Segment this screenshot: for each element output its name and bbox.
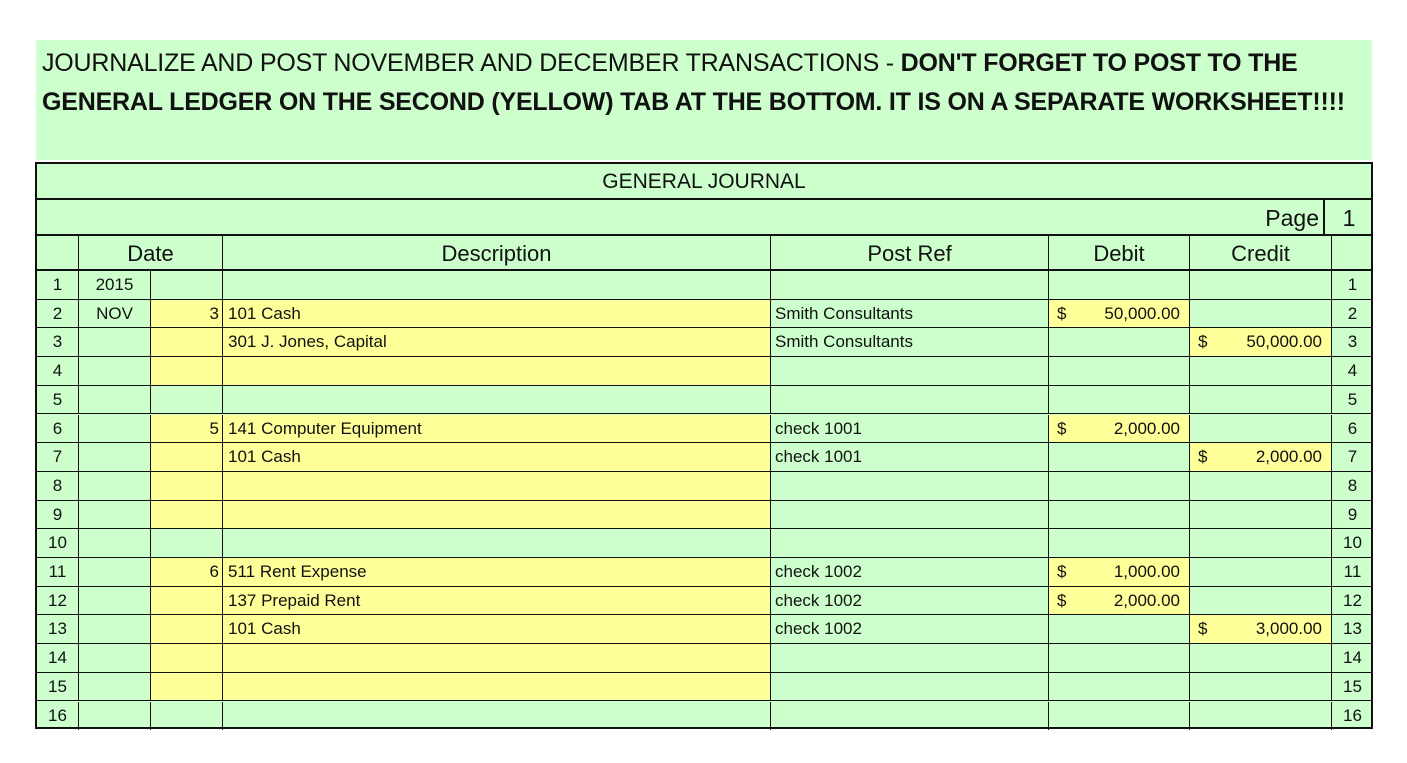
description-cell[interactable] [223, 644, 771, 673]
debit-cell[interactable] [1049, 644, 1190, 673]
journal-row [37, 558, 1371, 587]
date-day-cell[interactable]: 5 [151, 415, 223, 444]
row-number[interactable]: 13 [37, 615, 79, 644]
row-number-right[interactable]: 4 [1332, 357, 1373, 386]
debit-cell[interactable] [1049, 300, 1190, 329]
debit-cell[interactable] [1049, 702, 1190, 731]
row-number[interactable]: 3 [37, 328, 79, 357]
row-number-right[interactable]: 2 [1332, 300, 1373, 329]
amount: 50,000.00 [1246, 332, 1322, 352]
amount: 2,000.00 [1255, 447, 1322, 467]
post-ref-cell[interactable] [771, 644, 1049, 673]
credit-cell[interactable] [1190, 357, 1332, 386]
post-ref-cell[interactable] [771, 702, 1049, 731]
row-number[interactable]: 9 [37, 501, 79, 530]
date-month-cell[interactable] [79, 328, 151, 357]
row-number[interactable]: 1 [37, 271, 79, 300]
currency-symbol: $ [1057, 418, 1067, 438]
header-date: Date [79, 236, 223, 269]
description-cell[interactable] [223, 673, 771, 702]
debit-cell[interactable] [1049, 673, 1190, 702]
header-row-number-right [1332, 236, 1373, 269]
date-day-cell[interactable] [151, 615, 223, 644]
date-month-cell[interactable] [79, 702, 151, 731]
currency-symbol: $ [1198, 447, 1208, 467]
date-day-cell[interactable]: 3 [151, 300, 223, 329]
credit-cell[interactable] [1190, 587, 1332, 616]
journal-row [37, 415, 1371, 444]
description-cell[interactable] [223, 357, 771, 386]
credit-cell[interactable] [1190, 702, 1332, 731]
debit-cell[interactable] [1049, 271, 1190, 300]
row-number-right[interactable]: 7 [1332, 443, 1373, 472]
row-number[interactable]: 12 [37, 587, 79, 616]
debit-cell[interactable] [1049, 615, 1190, 644]
post-ref-cell[interactable]: check 1002 [771, 587, 1049, 616]
journal-row [37, 328, 1371, 357]
credit-cell[interactable] [1190, 558, 1332, 587]
journal-row [37, 357, 1371, 386]
description-cell[interactable]: 101 Cash [223, 443, 771, 472]
header-credit: Credit [1190, 236, 1332, 269]
post-ref-cell[interactable]: check 1001 [771, 443, 1049, 472]
date-month-cell[interactable]: 2015 [79, 271, 151, 300]
date-month-cell[interactable] [79, 644, 151, 673]
date-day-cell[interactable] [151, 357, 223, 386]
date-month-cell[interactable] [79, 386, 151, 415]
post-ref-cell[interactable] [771, 386, 1049, 415]
journal-row [37, 529, 1371, 558]
journal-row [37, 587, 1371, 616]
date-day-cell[interactable] [151, 501, 223, 530]
page-number[interactable]: 1 [1342, 205, 1356, 231]
date-day-cell[interactable]: 6 [151, 558, 223, 587]
debit-cell[interactable] [1049, 472, 1190, 501]
header-row-number [37, 236, 79, 269]
row-number[interactable]: 4 [37, 357, 79, 386]
row-number-right[interactable]: 8 [1332, 472, 1373, 501]
row-number-right[interactable]: 1 [1332, 271, 1373, 300]
debit-cell[interactable] [1049, 529, 1190, 558]
post-ref-cell[interactable] [771, 357, 1049, 386]
currency-symbol: $ [1057, 590, 1067, 610]
row-number-right[interactable]: 12 [1332, 587, 1373, 616]
journal-row [37, 644, 1371, 673]
date-month-cell[interactable] [79, 587, 151, 616]
date-month-cell[interactable] [79, 501, 151, 530]
credit-cell[interactable] [1190, 300, 1332, 329]
date-month-cell[interactable] [79, 415, 151, 444]
date-day-cell[interactable] [151, 386, 223, 415]
header-description: Description [223, 236, 771, 269]
date-month-cell[interactable] [79, 529, 151, 558]
description-cell[interactable] [223, 271, 771, 300]
amount: 50,000.00 [1104, 303, 1180, 323]
description-cell[interactable]: 101 Cash [223, 615, 771, 644]
debit-cell[interactable] [1049, 558, 1190, 587]
description-cell[interactable]: 137 Prepaid Rent [223, 587, 771, 616]
description-cell[interactable] [223, 501, 771, 530]
credit-cell[interactable] [1190, 472, 1332, 501]
credit-cell[interactable] [1190, 328, 1332, 357]
journal-row [37, 386, 1371, 415]
journal-row [37, 443, 1371, 472]
date-day-cell[interactable] [151, 472, 223, 501]
credit-cell[interactable] [1190, 644, 1332, 673]
post-ref-cell[interactable]: check 1002 [771, 615, 1049, 644]
post-ref-cell[interactable]: Smith Consultants [771, 300, 1049, 329]
row-number[interactable]: 14 [37, 644, 79, 673]
amount: 2,000.00 [1113, 590, 1180, 610]
description-cell[interactable]: 101 Cash [223, 300, 771, 329]
amount: 3,000.00 [1255, 619, 1322, 639]
debit-cell[interactable] [1049, 443, 1190, 472]
date-month-cell[interactable] [79, 558, 151, 587]
general-journal [35, 162, 1373, 729]
credit-cell[interactable] [1190, 271, 1332, 300]
description-cell[interactable] [223, 702, 771, 731]
date-day-cell[interactable] [151, 443, 223, 472]
row-number-right[interactable]: 13 [1332, 615, 1373, 644]
post-ref-cell[interactable] [771, 673, 1049, 702]
row-number[interactable]: 15 [37, 673, 79, 702]
row-number[interactable]: 11 [37, 558, 79, 587]
date-day-cell[interactable] [151, 587, 223, 616]
date-day-cell[interactable] [151, 328, 223, 357]
debit-cell[interactable] [1049, 328, 1190, 357]
post-ref-cell[interactable]: check 1001 [771, 415, 1049, 444]
row-number[interactable]: 5 [37, 386, 79, 415]
row-number[interactable]: 10 [37, 529, 79, 558]
date-day-cell[interactable] [151, 702, 223, 731]
instructions-warning: DON'T FORGET TO POST TO THE GENERAL LEDGER ON THE SECOND (YELLOW) TAB AT THE BOTTOM. IT IS ON A SEPARATE WORKSHEET!!!! [42, 49, 1345, 116]
date-day-cell[interactable] [151, 529, 223, 558]
row-number[interactable]: 2 [37, 300, 79, 329]
amount: 2,000.00 [1113, 418, 1180, 438]
date-month-cell[interactable] [79, 615, 151, 644]
row-number[interactable]: 16 [37, 702, 79, 731]
row-number[interactable]: 7 [37, 443, 79, 472]
credit-cell[interactable] [1190, 615, 1332, 644]
row-number[interactable]: 8 [37, 472, 79, 501]
post-ref-cell[interactable] [771, 472, 1049, 501]
row-number-right[interactable]: 3 [1332, 328, 1373, 357]
credit-cell[interactable] [1190, 443, 1332, 472]
date-day-cell[interactable] [151, 271, 223, 300]
description-cell[interactable]: 511 Rent Expense [223, 558, 771, 587]
description-cell[interactable] [223, 472, 771, 501]
description-cell[interactable]: 141 Computer Equipment [223, 415, 771, 444]
row-number-right[interactable]: 16 [1343, 705, 1362, 725]
date-month-cell[interactable] [79, 673, 151, 702]
description-cell[interactable] [223, 529, 771, 558]
row-number-right[interactable]: 11 [1332, 558, 1373, 587]
description-cell[interactable]: 301 J. Jones, Capital [223, 328, 771, 357]
journal-row [37, 300, 1371, 329]
row-number-right[interactable]: 5 [1332, 386, 1373, 415]
post-ref-cell[interactable]: Smith Consultants [771, 328, 1049, 357]
page-label: Page [1265, 200, 1325, 234]
journal-row [37, 702, 1371, 731]
journal-row [37, 615, 1371, 644]
debit-cell[interactable] [1049, 386, 1190, 415]
date-day-cell[interactable] [151, 644, 223, 673]
journal-row [37, 673, 1371, 702]
journal-row [37, 271, 1371, 300]
currency-symbol: $ [1057, 303, 1067, 323]
page-bar [37, 200, 1371, 236]
currency-symbol: $ [1198, 332, 1208, 352]
instructions-banner [36, 40, 1372, 160]
debit-cell[interactable] [1049, 415, 1190, 444]
row-number-right[interactable]: 14 [1332, 644, 1373, 673]
instructions-text: JOURNALIZE AND POST NOVEMBER AND DECEMBER TRANSACTIONS - [42, 49, 901, 77]
post-ref-cell[interactable] [771, 501, 1049, 530]
currency-symbol: $ [1198, 619, 1208, 639]
row-number-right[interactable]: 15 [1332, 673, 1373, 702]
debit-cell[interactable] [1049, 501, 1190, 530]
post-ref-cell[interactable] [771, 529, 1049, 558]
credit-cell[interactable] [1190, 501, 1332, 530]
row-number-right[interactable]: 9 [1332, 501, 1373, 530]
date-month-cell[interactable] [79, 357, 151, 386]
row-number[interactable]: 6 [37, 415, 79, 444]
journal-title: GENERAL JOURNAL [37, 164, 1371, 200]
credit-cell[interactable] [1190, 529, 1332, 558]
currency-symbol: $ [1057, 562, 1067, 581]
debit-cell[interactable] [1049, 587, 1190, 616]
date-day-cell[interactable] [151, 673, 223, 702]
header-post-ref: Post Ref [771, 236, 1049, 269]
date-month-cell[interactable]: NOV [79, 300, 151, 329]
header-debit: Debit [1049, 236, 1190, 269]
date-month-cell[interactable] [79, 443, 151, 472]
description-cell[interactable] [223, 386, 771, 415]
row-number-right[interactable]: 6 [1332, 415, 1373, 444]
debit-cell[interactable] [1049, 357, 1190, 386]
credit-cell[interactable] [1190, 673, 1332, 702]
post-ref-cell[interactable]: check 1002 [771, 558, 1049, 587]
column-headers [37, 236, 1371, 271]
credit-cell[interactable] [1190, 386, 1332, 415]
amount: 1,000.00 [1113, 562, 1180, 581]
date-month-cell[interactable] [79, 472, 151, 501]
journal-row [37, 472, 1371, 501]
credit-cell[interactable] [1190, 415, 1332, 444]
row-number-right[interactable]: 10 [1332, 529, 1373, 558]
post-ref-cell[interactable] [771, 271, 1049, 300]
journal-row [37, 501, 1371, 530]
